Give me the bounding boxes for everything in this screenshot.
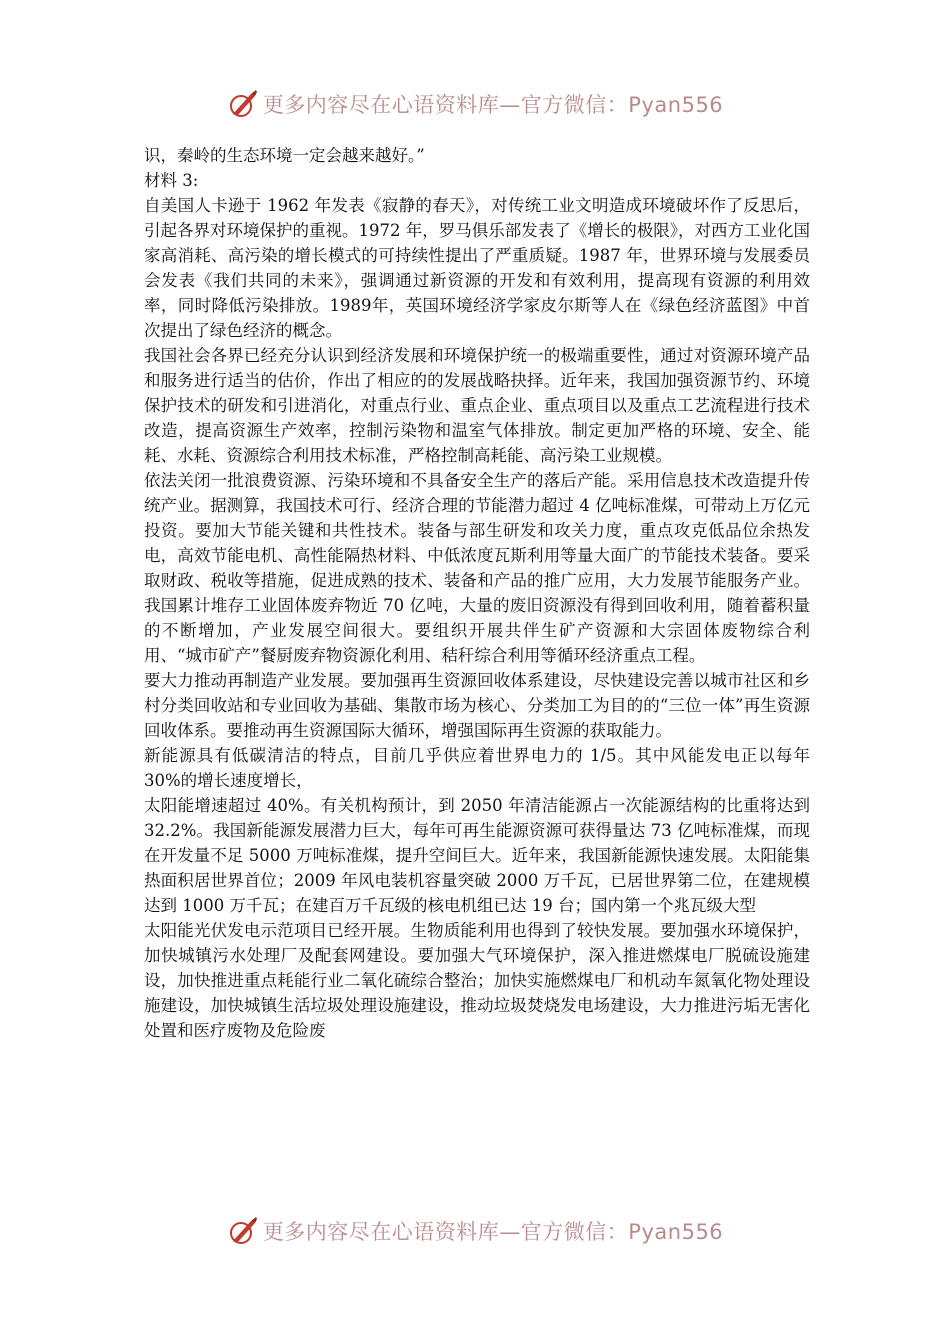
brush-pen-logo-icon: [227, 1215, 259, 1247]
paragraph-5: 依法关闭一批浪费资源、污染环境和不具备安全生产的落后产能。采用信息技术改造提升传统产业。据测算，我国技术可行、经济合理的节能潜力超过 4 亿吨标准煤，可带动上万亿元投资。要加大节能关键和共性技术。装备与部生研发和攻关力度，重点攻克低品位余热发电，高效节能电机、高性能隔热材料、中低浓度瓦斯利用等量大面广的节能技术装备。要采取财政、税收等措施，促进成熟的技术、装备和产品的推广应用，大力发展节能服务产业。我国累计堆存工业固体废弃物近 70 亿吨，大量的废旧资源没有得到回收利用，随着蓄积量的不断增加，产业发展空间很大。要组织开展共伴生矿产资源和大宗固体废物综合利用、“城市矿产”餐厨废弃物资源化利用、秸秆综合利用等循环经济重点工程。: [144, 471, 810, 665]
header-watermark-banner: [0, 84, 950, 124]
paragraph-8: 太阳能增速超过 40%。有关机构预计，到 2050 年清洁能源占一次能源结构的比重将达到 32.2%。我国新能源发展潜力巨大，每年可再生能源资源可获得量达 73 亿吨标准煤，而现在开发量不足 5000 万吨标准煤，提升空间巨大。近年来，我国新能源快速发展。太阳能集热面积居世界首位；2009 年风电装机容量突破 2000 万千瓦，已居世界第二位，在建规模达到 1000 万千瓦；在建百万千瓦级的核电机组已达 19 台；国内第一个兆瓦级大型: [144, 796, 810, 915]
paragraph-7: 新能源具有低碳清洁的特点，目前几乎供应着世界电力的 1/5。其中风能发电正以每年 30%的增长速度增长，: [144, 746, 810, 790]
paragraph-6: 要大力推动再制造产业发展。要加强再生资源回收体系建设，尽快建设完善以城市社区和乡村分类回收站和专业回收为基础、集散市场为核心、分类加工为目的的“三位一体”再生资源回收体系。要推动再生资源国际大循环，增强国际再生资源的获取能力。: [144, 671, 810, 740]
paragraph-3: 自美国人卡逊于 1962 年发表《寂静的春天》，对传统工业文明造成环境破坏作了反思后，引起各界对环境保护的重视。1972 年，罗马俱乐部发表了《增长的极限》，对西方工业化国家高消耗、高污染的增长模式的可持续性提出了严重质疑。1987 年，世界环境与发展委员会发表《我们共同的未来》，强调通过新资源的开发和有效利用，提高现有资源的利用效率，同时降低污染排放。1989年，英国环境经济学家皮尔斯等人在《绿色经济蓝图》中首次提出了绿色经济的概念。: [144, 196, 810, 340]
paragraph-1: 识，秦岭的生态环境一定会越来越好。”: [144, 146, 425, 165]
document-body: [144, 143, 810, 1043]
footer-banner-text: 更多内容尽在心语资料库—官方微信：Pyan556: [262, 1220, 724, 1244]
paragraph-2: 材料 3:: [144, 171, 199, 190]
footer-watermark-banner: [0, 1211, 950, 1251]
paragraph-9: 太阳能光伏发电示范项目已经开展。生物质能利用也得到了较快发展。要加强水环境保护，加快城镇污水处理厂及配套网建设。要加强大气环境保护，深入推进燃煤电厂脱硫设施建设，加快推进重点耗能行业二氧化硫综合整治；加快实施燃煤电厂和机动车氮氧化物处理设施建设，加快城镇生活垃圾处理设施建设，推动垃圾焚烧发电场建设，大力推进污垢无害化处置和医疗废物及危险废: [144, 921, 810, 1040]
brush-pen-logo-icon: [227, 88, 259, 120]
paragraph-4: 我国社会各界已经充分认识到经济发展和环境保护统一的极端重要性，通过对资源环境产品和服务进行适当的估价，作出了相应的的发展战略抉择。近年来，我国加强资源节约、环境保护技术的研发和引进消化，对重点行业、重点企业、重点项目以及重点工艺流程进行技术改造，提高资源生产效率，控制污染物和温室气体排放。制定更加严格的环境、安全、能耗、水耗、资源综合利用技术标准，严格控制高耗能、高污染工业规模。: [144, 346, 810, 465]
header-banner-text: 更多内容尽在心语资料库—官方微信：Pyan556: [262, 93, 724, 117]
